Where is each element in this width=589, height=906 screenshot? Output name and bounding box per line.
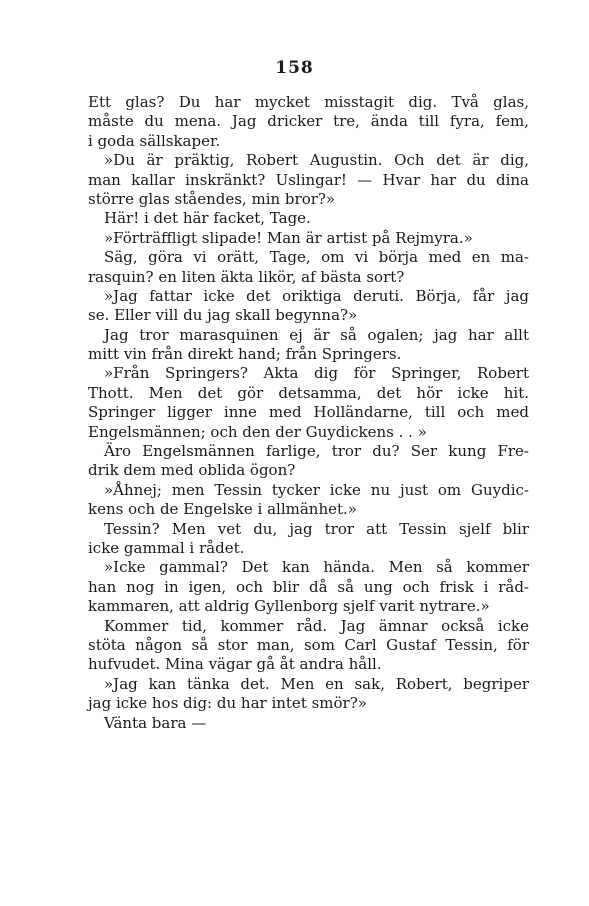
- text-line: Ett glas? Du har mycket misstagit dig. Två glas,: [88, 93, 529, 111]
- text-line: Tessin? Men vet du, jag tror att Tessin sjelf blir: [104, 519, 529, 538]
- page-number: 158: [275, 58, 314, 78]
- text-line: »Åhnej; men Tessin tycker icke nu just om Guydic-: [104, 480, 529, 499]
- text-line: mitt vin från direkt hand; från Springers.: [88, 345, 402, 364]
- text-line: Säg, göra vi orätt, Tage, om vi börja med en ma-: [104, 248, 529, 267]
- text-line: »Från Springers? Akta dig för Springer, Robert: [104, 364, 529, 383]
- text-line: jag icke hos dig: du har intet smör?»: [88, 694, 367, 713]
- text-line: icke gammal i rådet.: [88, 538, 245, 557]
- text-line: Thott. Men det gör detsamma, det hör icke hit.: [88, 383, 529, 402]
- text-line: rasquin? en liten äkta likör, af bästa sort?: [88, 267, 405, 286]
- text-line: kammaren, att aldrig Gyllenborg sjelf varit nytrare.»: [88, 597, 490, 616]
- body-text: [88, 93, 529, 733]
- text-line: måste du mena. Jag dricker tre, ända till fyra, fem,: [88, 112, 529, 131]
- text-line: man kallar inskränkt? Uslingar! — Hvar har du dina: [88, 170, 529, 189]
- text-line: kens och de Engelske i allmänhet.»: [88, 500, 357, 519]
- text-line: se. Eller vill du jag skall begynna?»: [88, 306, 358, 325]
- text-line: Springer ligger inne med Holländarne, till och med: [88, 403, 529, 422]
- text-line: Jag tror marasquinen ej är så ogalen; jag har allt: [104, 325, 529, 344]
- text-line: Kommer tid, kommer råd. Jag ämnar också icke: [104, 616, 529, 635]
- text-line: Här! i det här facket, Tage.: [104, 209, 311, 228]
- text-line: hufvudet. Mina vägar gå åt andra håll.: [88, 655, 382, 674]
- text-line: han nog in igen, och blir då så ung och frisk i råd-: [88, 577, 529, 596]
- text-line: »Jag kan tänka det. Men en sak, Robert, begriper: [104, 674, 529, 693]
- text-line: Engelsmännen; och den der Guydickens . . »: [88, 422, 427, 441]
- text-line: i goda sällskaper.: [88, 131, 221, 150]
- text-line: Vänta bara —: [104, 713, 207, 732]
- text-line: drik dem med oblida ögon?: [88, 461, 296, 480]
- text-line: »Du är präktig, Robert Augustin. Och det är dig,: [104, 151, 529, 170]
- text-line: »Jag fattar icke det oriktiga deruti. Börja, får jag: [104, 286, 529, 305]
- text-line: »Icke gammal? Det kan hända. Men så kommer: [104, 558, 529, 577]
- text-line: stöta någon så stor man, som Carl Gustaf Tessin, för: [88, 635, 529, 654]
- text-line: Äro Engelsmännen farlige, tror du? Ser kung Fre-: [104, 442, 529, 461]
- text-line: »Förträffligt slipade! Man är artist på Rejmyra.»: [104, 228, 473, 247]
- text-line: större glas ståendes, min bror?»: [88, 189, 336, 208]
